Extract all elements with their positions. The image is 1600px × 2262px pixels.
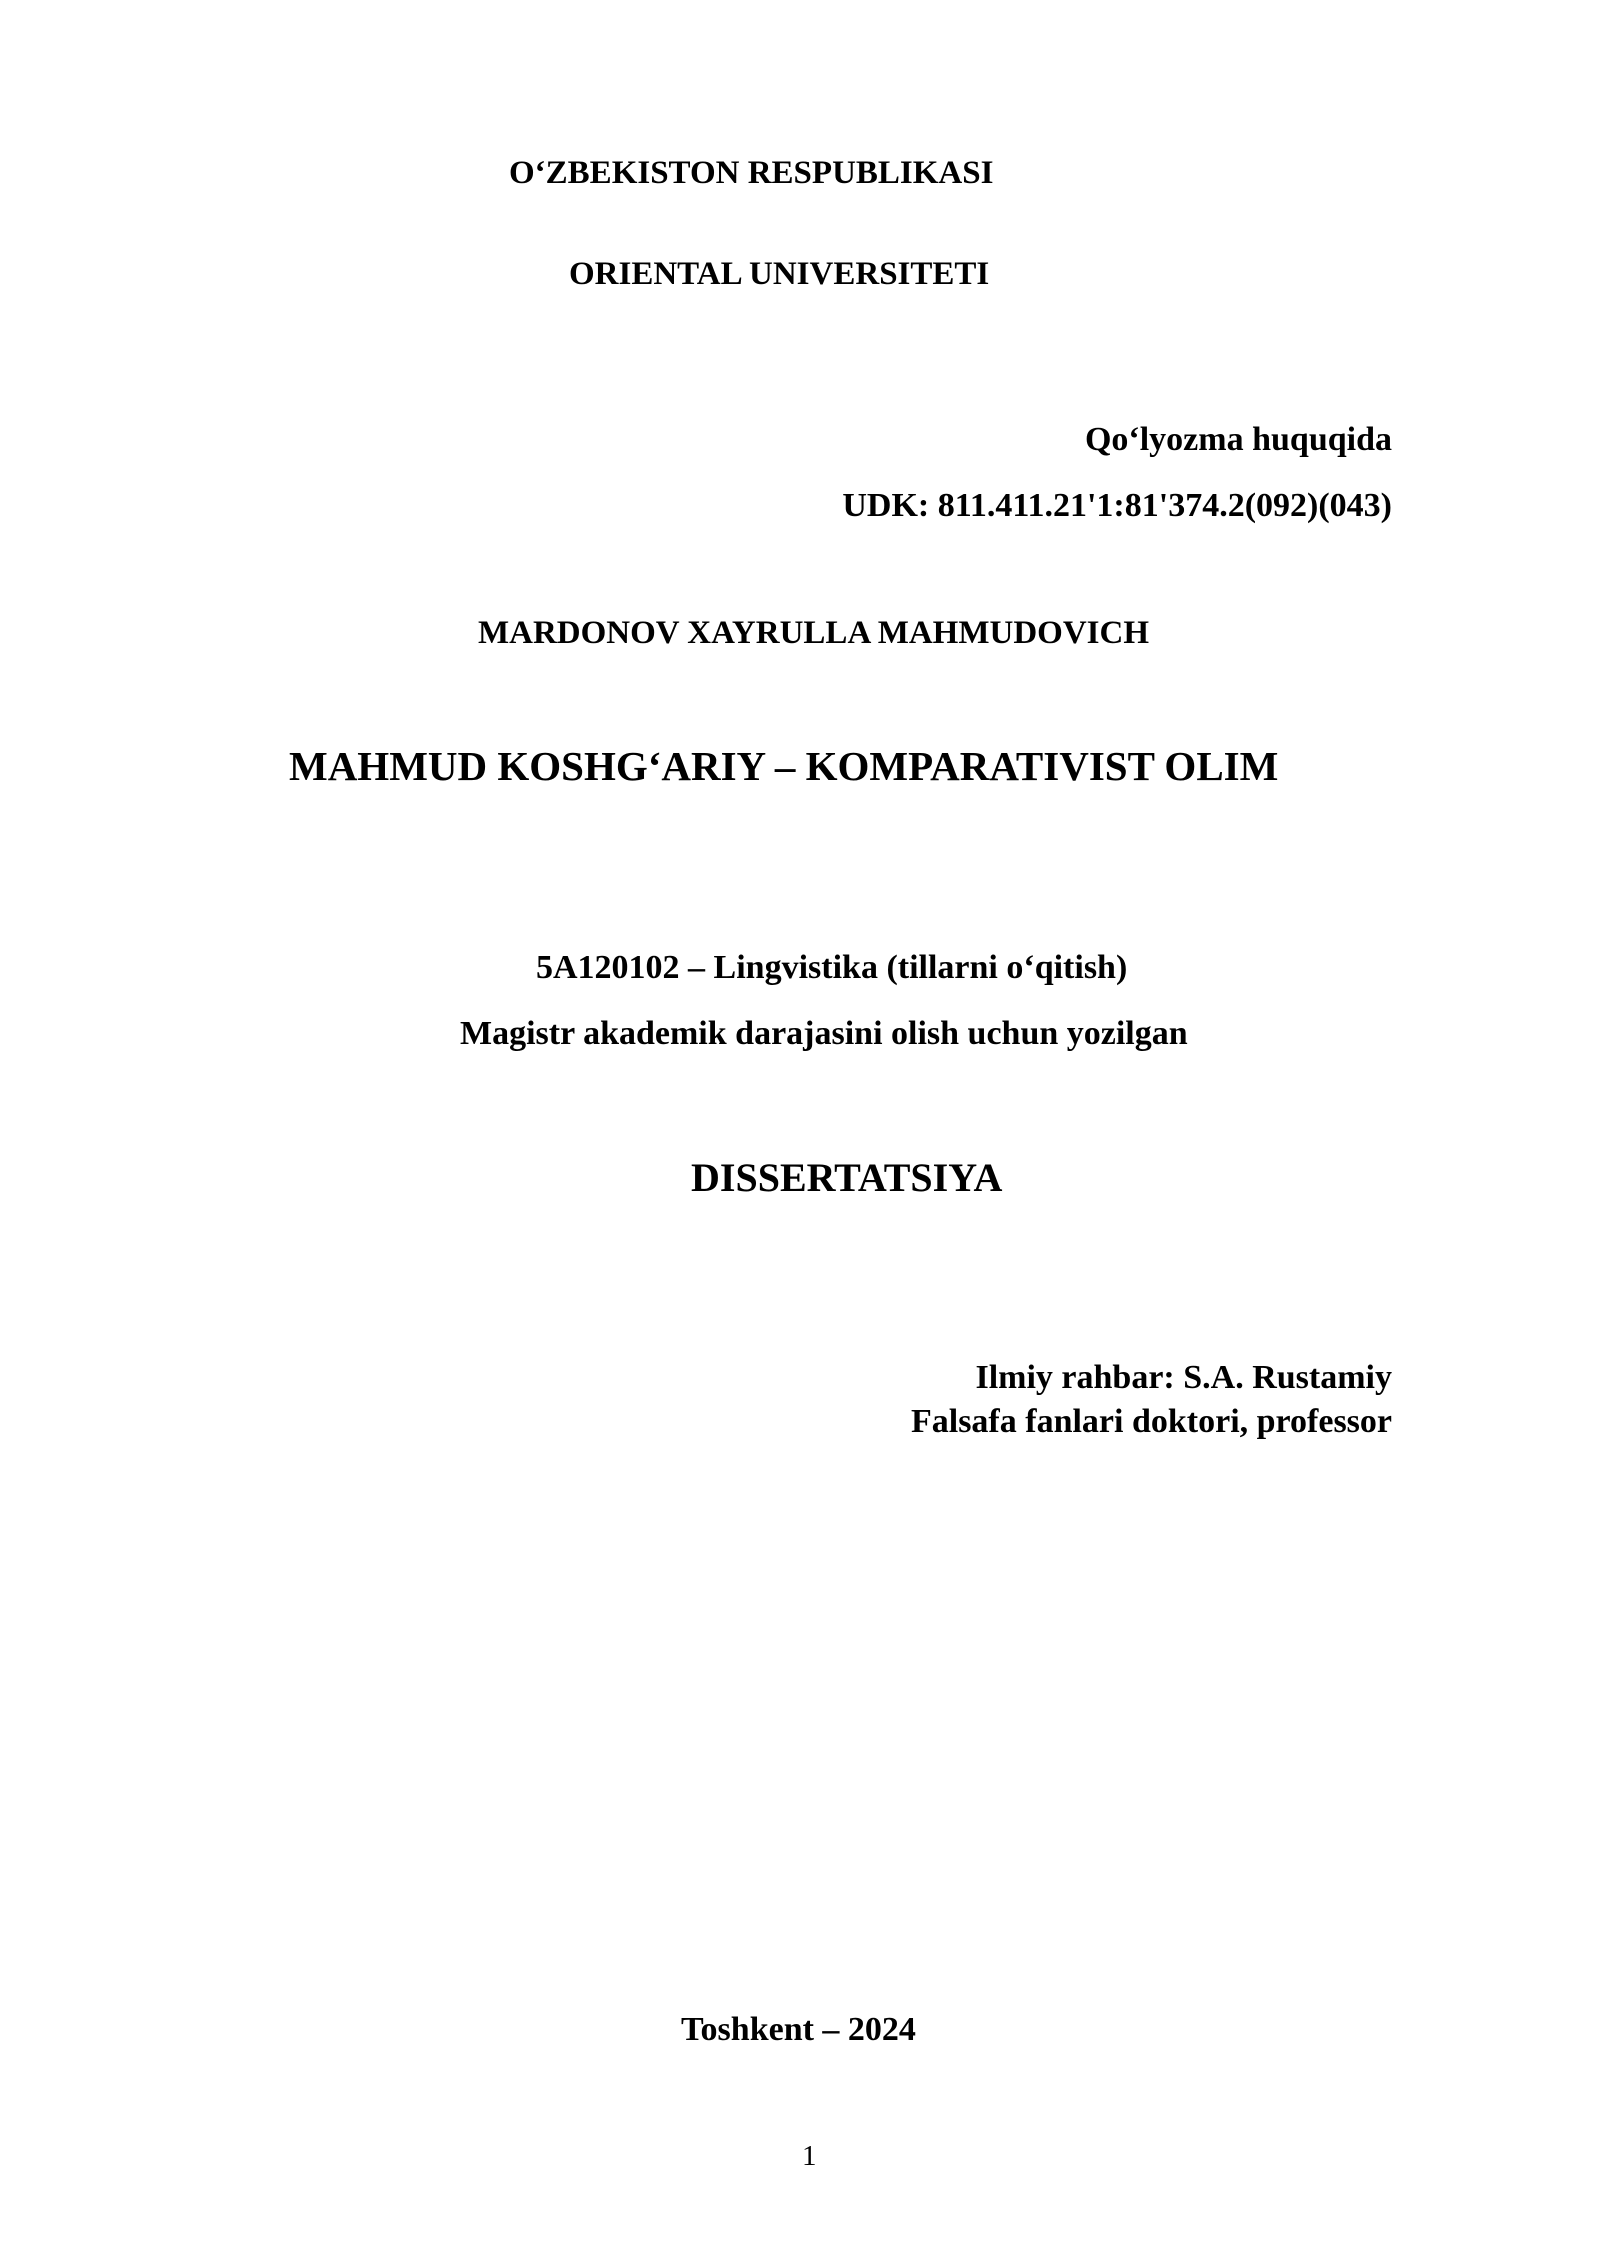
specialty-code: 5A120102 – Lingvistika (tillarni o‘qitish) [536, 949, 1128, 986]
advisor-credentials: Falsafa fanlari doktori, professor [910, 1403, 1392, 1440]
udk-code: UDK: 811.411.21'1:81'374.2(092)(043) [842, 487, 1392, 524]
manuscript-rights-note: Qo‘lyozma huquqida [1084, 421, 1392, 458]
document-type: DISSERTATSIYA [691, 1155, 1003, 1200]
scientific-advisor: Ilmiy rahbar: S.A. Rustamiy [975, 1359, 1392, 1396]
university-name: ORIENTAL UNIVERSITETI [569, 256, 990, 292]
dissertation-title: MAHMUD KOSHG‘ARIY – KOMPARATIVIST OLIM [289, 743, 1279, 789]
degree-purpose: Magistr akademik darajasini olish uchun yozilgan [460, 1015, 1188, 1052]
city-year: Toshkent – 2024 [681, 2011, 916, 2048]
country-name: O‘ZBEKISTON RESPUBLIKASI [509, 155, 994, 191]
page-number: 1 [802, 2140, 817, 2172]
author-name: MARDONOV XAYRULLA MAHMUDOVICH [478, 615, 1150, 651]
